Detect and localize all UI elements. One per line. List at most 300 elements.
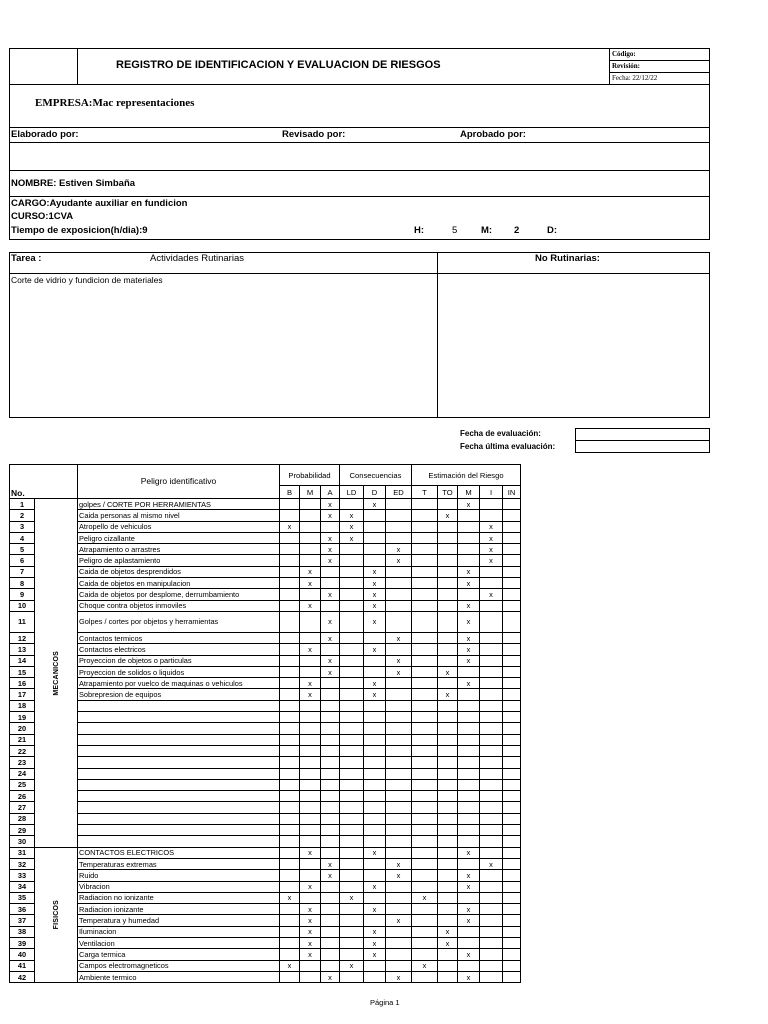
hazard-name: Carga termica [78,949,280,960]
table-row [10,566,521,577]
mark-cell [321,847,340,858]
mark-cell [503,971,521,982]
mark-cell [321,892,340,903]
mark-cell: x [458,678,480,689]
row-number: 16 [10,678,35,689]
mark-cell [438,971,458,982]
mark-cell: x [364,904,386,915]
mark-cell [480,892,503,903]
mark-cell: x [321,611,340,632]
mark-cell [386,712,412,723]
mark-cell [300,745,321,756]
mark-cell [364,700,386,711]
mark-cell: x [300,937,321,948]
hazard-name: Peligro de aplastamiento [78,555,280,566]
hazard-name: Ventilacion [78,937,280,948]
mark-cell [321,745,340,756]
mark-cell [480,926,503,937]
hazard-name [78,768,280,779]
hazard-name: Atrapamiento o arrastres [78,544,280,555]
mark-cell [280,870,300,881]
mark-cell [438,825,458,836]
mark-cell [386,937,412,948]
mark-cell [503,734,521,745]
mark-cell [503,949,521,960]
mark-cell [438,892,458,903]
mark-cell [438,858,458,869]
mark-cell [438,499,458,510]
mark-cell: x [300,881,321,892]
mark-cell [340,689,364,700]
mark-cell [412,881,438,892]
mark-cell [480,723,503,734]
mark-cell [321,791,340,802]
mark-cell [280,723,300,734]
mark-cell [503,510,521,521]
mark-cell [412,757,438,768]
mark-cell [321,779,340,790]
mark-cell: x [458,904,480,915]
fecha-ultima-label: Fecha última evaluación: [460,442,556,451]
mark-cell [280,566,300,577]
hazard-name: Atropello de vehiculos [78,521,280,532]
fecha-ultima-field[interactable] [575,440,710,453]
mark-cell [480,689,503,700]
row-number: 1 [10,499,35,510]
mark-cell [340,757,364,768]
row-number: 19 [10,712,35,723]
mark-cell [438,870,458,881]
h-label: H: [414,225,425,236]
mark-cell [386,734,412,745]
mark-cell [412,632,438,643]
mark-cell [412,499,438,510]
mark-cell: x [412,960,438,971]
mark-cell [300,971,321,982]
mark-cell [480,666,503,677]
elaborado-label: Elaborado por: [11,129,79,140]
mark-cell: x [364,678,386,689]
table-row [10,836,521,847]
mark-cell [412,825,438,836]
mark-cell [458,858,480,869]
mark-cell: x [300,678,321,689]
table-row [10,589,521,600]
row-number: 40 [10,949,35,960]
hazard-name: Ambiente termico [78,971,280,982]
mark-cell: x [458,578,480,589]
mark-cell [386,745,412,756]
mark-cell [458,892,480,903]
mark-cell [321,915,340,926]
mark-cell [412,510,438,521]
mark-cell [340,555,364,566]
h-value: 5 [452,225,458,236]
mark-cell [321,678,340,689]
mark-cell [503,532,521,543]
table-row [10,949,521,960]
mark-cell: x [321,870,340,881]
mark-cell [300,544,321,555]
mark-cell [364,655,386,666]
mark-cell [340,915,364,926]
header-left-cell [9,48,78,85]
mark-cell [438,600,458,611]
mark-cell [412,723,438,734]
mark-cell [480,960,503,971]
mark-cell [280,532,300,543]
mark-cell [458,813,480,824]
mark-cell [300,858,321,869]
mark-cell: x [458,971,480,982]
mark-cell: x [364,689,386,700]
mark-cell [503,689,521,700]
mark-cell [321,723,340,734]
mark-cell [321,768,340,779]
mark-cell [340,678,364,689]
mark-cell [412,915,438,926]
mark-cell [340,904,364,915]
hazard-name: Golpes / cortes por objetos y herramientas [78,611,280,632]
mark-cell [280,600,300,611]
mark-cell: x [458,632,480,643]
revision-label: Revisión: [612,62,640,70]
mark-cell [321,578,340,589]
mark-cell [340,712,364,723]
revisado-label: Revisado por: [282,129,346,140]
mark-cell [300,802,321,813]
mark-cell [340,666,364,677]
hazard-name: Radiacion ionizante [78,904,280,915]
mark-cell [458,745,480,756]
mark-cell [364,825,386,836]
mark-cell [300,521,321,532]
row-number: 39 [10,937,35,948]
mark-cell: x [300,644,321,655]
mark-cell: x [321,510,340,521]
table-row [10,532,521,543]
mark-cell [300,611,321,632]
mark-cell: x [438,926,458,937]
table-row [10,734,521,745]
table-row [10,757,521,768]
hazard-name: Peligro cizallante [78,532,280,543]
mark-cell [438,949,458,960]
hazard-name: Vibracion [78,881,280,892]
mark-cell [340,544,364,555]
mark-cell [480,632,503,643]
mark-cell [364,555,386,566]
subheader-cell: TO [438,486,458,499]
mark-cell [280,700,300,711]
row-number: 29 [10,825,35,836]
hazard-name [78,734,280,745]
mark-cell [480,678,503,689]
table-row [10,904,521,915]
mark-cell: x [300,566,321,577]
mark-cell [458,734,480,745]
subheader-cell: ED [386,486,412,499]
mark-cell [480,712,503,723]
hazard-name: CONTACTOS ELECTRICOS [78,847,280,858]
mark-cell: x [364,881,386,892]
mark-cell [300,510,321,521]
row-number: 32 [10,858,35,869]
mark-cell [412,644,438,655]
mark-cell [412,532,438,543]
mark-cell [300,655,321,666]
estimacion-header: Estimación del Riesgo [412,465,521,486]
mark-cell [386,499,412,510]
codigo-label: Código: [612,50,636,58]
mark-cell [412,836,438,847]
table-row [10,779,521,790]
mark-cell [280,666,300,677]
table-row [10,521,521,532]
mark-cell [340,600,364,611]
mark-cell [386,949,412,960]
mark-cell: x [300,600,321,611]
hazard-name [78,712,280,723]
m-label: M: [481,225,493,236]
mark-cell [340,791,364,802]
tarea-descripcion: Corte de vidrio y fundicion de materiales [11,275,163,285]
mark-cell: x [364,589,386,600]
mark-cell [386,644,412,655]
mark-cell [321,700,340,711]
mark-cell: x [364,566,386,577]
table-row [10,611,521,632]
table-row [10,555,521,566]
mark-cell [280,949,300,960]
mark-cell [340,723,364,734]
mark-cell [503,544,521,555]
mark-cell [340,813,364,824]
row-number: 27 [10,802,35,813]
mark-cell [438,734,458,745]
mark-cell [321,802,340,813]
category-fisicos [35,847,78,983]
mark-cell [480,937,503,948]
mark-cell [458,555,480,566]
mark-cell [458,510,480,521]
mark-cell [438,578,458,589]
mark-cell: x [321,544,340,555]
mark-cell [503,813,521,824]
mark-cell [364,779,386,790]
mark-cell [458,689,480,700]
hazard-name: Temperatura y humedad [78,915,280,926]
mark-cell [280,644,300,655]
mark-cell: x [458,600,480,611]
mark-cell [300,712,321,723]
mark-cell: x [458,566,480,577]
mark-cell [412,678,438,689]
mark-cell [280,926,300,937]
mark-cell [480,915,503,926]
mark-cell [386,589,412,600]
mark-cell [300,813,321,824]
mark-cell [280,757,300,768]
mark-cell [340,847,364,858]
mark-cell [364,836,386,847]
mark-cell [480,870,503,881]
mark-cell [438,768,458,779]
row-number: 7 [10,566,35,577]
mark-cell [412,779,438,790]
mark-cell: x [364,600,386,611]
mark-cell [300,700,321,711]
mark-cell [280,655,300,666]
row-number: 35 [10,892,35,903]
table-row [10,745,521,756]
mark-cell [458,544,480,555]
mark-cell [340,870,364,881]
mark-cell [386,723,412,734]
mark-cell [321,734,340,745]
mark-cell [503,960,521,971]
mark-cell [340,632,364,643]
mark-cell [458,836,480,847]
mark-cell [480,745,503,756]
mark-cell [280,813,300,824]
table-row [10,881,521,892]
subheader-cell: D [364,486,386,499]
mark-cell [412,937,438,948]
mark-cell [386,532,412,543]
table-row [10,960,521,971]
row-number: 4 [10,532,35,543]
mark-cell [480,644,503,655]
mark-cell [412,655,438,666]
mark-cell [412,689,438,700]
mark-cell [340,971,364,982]
mark-cell [300,757,321,768]
hazard-name: Campos electromagneticos [78,960,280,971]
mark-cell: x [480,589,503,600]
row-number: 41 [10,960,35,971]
mark-cell [458,825,480,836]
row-number: 9 [10,589,35,600]
table-row [10,600,521,611]
mark-cell: x [480,555,503,566]
row-number: 33 [10,870,35,881]
mark-cell [503,589,521,600]
mark-cell [503,779,521,790]
mark-cell [503,757,521,768]
mark-cell [503,600,521,611]
mark-cell [412,791,438,802]
row-number: 10 [10,600,35,611]
subheader-cell: IN [503,486,521,499]
row-number: 36 [10,904,35,915]
mark-cell [340,825,364,836]
mark-cell [386,892,412,903]
mark-cell [386,768,412,779]
subheader-cell: A [321,486,340,499]
mark-cell [458,960,480,971]
mark-cell [412,745,438,756]
hazard-name: Proyeccion de solidos o liquidos [78,666,280,677]
mark-cell: x [321,499,340,510]
mark-cell [503,521,521,532]
mark-cell [438,802,458,813]
mark-cell: x [300,847,321,858]
mark-cell [480,949,503,960]
mark-cell [340,802,364,813]
mark-cell: x [438,937,458,948]
mark-cell [280,791,300,802]
mark-cell [503,892,521,903]
table-row [10,666,521,677]
mark-cell [386,757,412,768]
mark-cell: x [386,666,412,677]
mark-cell: x [364,949,386,960]
table-row [10,678,521,689]
mark-cell [280,937,300,948]
row-number: 42 [10,971,35,982]
table-row [10,655,521,666]
mark-cell: x [458,949,480,960]
table-row [10,723,521,734]
mark-cell [480,600,503,611]
mark-cell [280,510,300,521]
mark-cell [280,836,300,847]
mark-cell [458,666,480,677]
mark-cell [438,678,458,689]
tarea-label: Tarea : [11,253,42,264]
mark-cell [480,611,503,632]
row-number: 2 [10,510,35,521]
row-number: 17 [10,689,35,700]
mark-cell [364,971,386,982]
row-number: 15 [10,666,35,677]
mark-cell: x [364,937,386,948]
mark-cell [386,881,412,892]
row-number: 30 [10,836,35,847]
row-number: 5 [10,544,35,555]
mark-cell [480,700,503,711]
page-footer: Página 1 [370,998,400,1007]
mark-cell [412,847,438,858]
table-row [10,510,521,521]
mark-cell [364,768,386,779]
mark-cell [412,555,438,566]
mark-cell: x [364,578,386,589]
mark-cell [412,768,438,779]
meta-divider-1 [609,60,710,61]
mark-cell [280,611,300,632]
mark-cell [280,915,300,926]
table-row [10,712,521,723]
mark-cell: x [300,915,321,926]
mark-cell [300,589,321,600]
mark-cell [300,734,321,745]
mark-cell [458,768,480,779]
hazard-name: Radiacion no ionizante [78,892,280,903]
mark-cell: x [321,532,340,543]
mark-cell: x [386,870,412,881]
row-number: 13 [10,644,35,655]
mark-cell [321,904,340,915]
hazard-name [78,825,280,836]
mark-cell [321,600,340,611]
mark-cell [280,678,300,689]
mark-cell [412,544,438,555]
mark-cell [300,960,321,971]
fecha-evaluacion-label: Fecha de evaluación: [460,429,541,438]
mark-cell [412,589,438,600]
